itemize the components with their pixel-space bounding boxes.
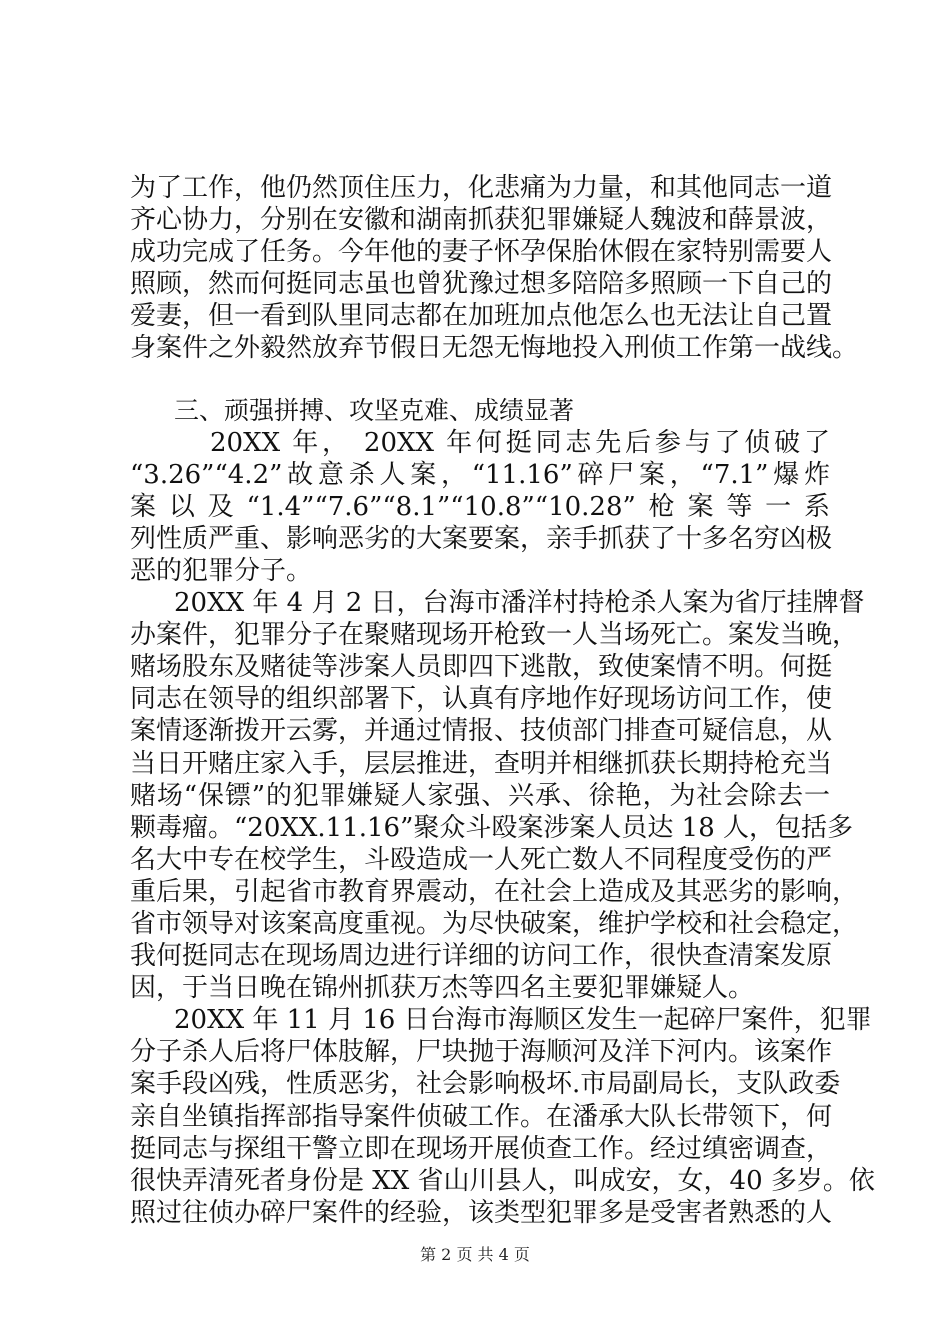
section-heading: 三、顽强拼搏、攻坚克难、成绩显著 bbox=[174, 395, 575, 425]
text-line: 省市领导对该案高度重视。为尽快破案，维护学校和社会稳定， bbox=[130, 908, 859, 939]
text-line: 同志在领导的组织部署下，认真有序地作好现场访问工作，使 bbox=[130, 684, 833, 715]
paragraph-4 bbox=[130, 1004, 875, 1229]
paragraph-3 bbox=[130, 587, 865, 1004]
text-line: 20XX 年 4 月 2 日，台海市潘洋村持枪杀人案为省厅挂牌督 bbox=[174, 588, 865, 619]
text-line: 案手段凶残，性质恶劣，社会影响极坏.市局副局长，支队政委 bbox=[130, 1069, 841, 1100]
text-line: 赌场“保镖”的犯罪嫌疑人家强、兴承、徐艳，为社会除去一 bbox=[130, 780, 830, 811]
document-body bbox=[130, 172, 875, 1229]
text-line: 列性质严重、影响恶劣的大案要案，亲手抓获了十多名穷凶极 bbox=[130, 523, 833, 554]
text-line: 办案件，犯罪分子在聚赌现场开枪致一人当场死亡。案发当晚， bbox=[130, 620, 859, 651]
text-line: 恶的犯罪分子。 bbox=[130, 555, 313, 586]
paragraph-2 bbox=[130, 427, 833, 587]
text-line: 重后果，引起省市教育界震动，在社会上造成及其恶劣的影响， bbox=[130, 876, 859, 907]
text-line: 20XX 年， 20XX 年何挺同志先后参与了侦破了 bbox=[210, 427, 830, 458]
text-line: 因，于当日晚在锦州抓获万杰等四名主要犯罪嫌疑人。 bbox=[130, 973, 755, 1004]
text-line: 齐心协力，分别在安徽和湖南抓获犯罪嫌疑人魏波和薛景波， bbox=[130, 205, 833, 236]
text-line: 照过往侦办碎尸案件的经验，该类型犯罪多是受害者熟悉的人 bbox=[130, 1197, 833, 1228]
text-line: 分子杀人后将尸体肢解，尸块抛于海顺河及洋下河内。该案作 bbox=[130, 1037, 833, 1068]
text-line: 身案件之外毅然放弃节假日无怨无悔地投入刑侦工作第一战线。 bbox=[130, 333, 859, 364]
text-line: 挺同志与探组干警立即在现场开展侦查工作。经过缜密调查， bbox=[130, 1133, 833, 1164]
page-number-label: 第 2 页 共 4 页 bbox=[420, 1245, 530, 1264]
text-line: 我何挺同志在现场周边进行详细的访问工作，很快查清案发原 bbox=[130, 941, 833, 972]
text-line: 当日开赌庄家入手，层层推进，查明并相继抓获长期持枪充当 bbox=[130, 748, 833, 779]
paragraph-gap bbox=[130, 365, 830, 395]
text-line: 很快弄清死者身份是 XX 省山川县人，叫成安，女，40 多岁。依 bbox=[130, 1165, 875, 1196]
text-line: 案以及“1.4”“7.6”“8.1”“10.8”“10.28”枪案等一系 bbox=[130, 491, 830, 522]
text-line: 照顾，然而何挺同志虽也曾犹豫过想多陪陪多照顾一下自己的 bbox=[130, 269, 833, 300]
page-footer bbox=[0, 1245, 950, 1265]
text-line: 成功完成了任务。今年他的妻子怀孕保胎休假在家特别需要人 bbox=[130, 237, 833, 268]
text-line: 颗毒瘤。“20XX.11.16”聚众斗殴案涉案人员达 18 人，包括多 bbox=[130, 812, 853, 843]
text-line: “3.26”“4.2”故意杀人案，“11.16”碎尸案，“7.1”爆炸 bbox=[130, 459, 830, 490]
text-line: 爱妻，但一看到队里同志都在加班加点他怎么也无法让自己置 bbox=[130, 301, 833, 332]
text-line: 为了工作，他仍然顶住压力，化悲痛为力量，和其他同志一道 bbox=[130, 173, 833, 203]
text-line: 案情逐渐拨开云雾，并通过情报、技侦部门排查可疑信息，从 bbox=[130, 716, 833, 747]
paragraph-1 bbox=[130, 172, 859, 365]
text-line: 赌场股东及赌徒等涉案人员即四下逃散，致使案情不明。何挺 bbox=[130, 652, 833, 683]
text-line: 亲自坐镇指挥部指导案件侦破工作。在潘承大队长带领下，何 bbox=[130, 1101, 833, 1132]
text-line: 名大中专在校学生，斗殴造成一人死亡数人不同程度受伤的严 bbox=[130, 844, 833, 875]
text-line: 20XX 年 11 月 16 日台海市海顺区发生一起碎尸案件，犯罪 bbox=[174, 1005, 872, 1036]
